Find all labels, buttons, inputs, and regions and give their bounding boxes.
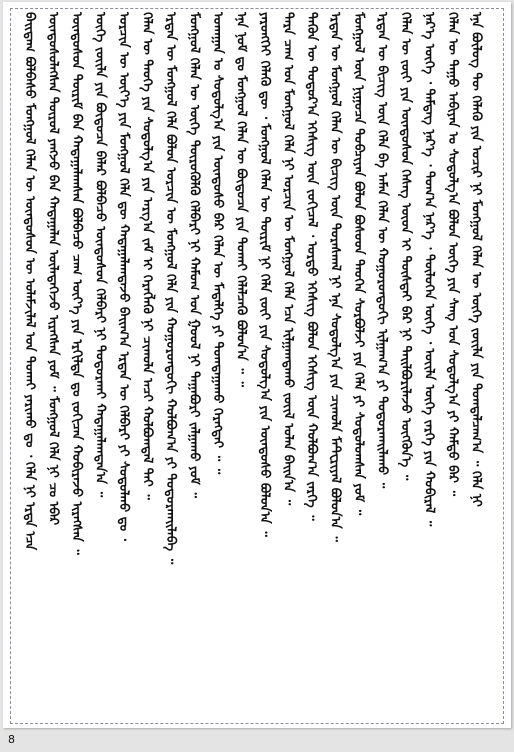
column-text: ᠦᠨᠳᠦᠰᠦᠨ ᠳᠦᠷᠢᠮ ᠪᠠᠨ ᠬᠠᠳᠠᠭᠠᠯᠠᠭᠰᠠᠨ ᠪᠣᠯᠪᠠᠴᠤ ᠴᠠᠭ ᠦᠶ᠎ᠡ ᠶᠢᠨ ᠡᠷᠭᠢᠯᠲᠡ ᠳᠤ ᠵᠣᠬᠢᠴᠠᠨ ᠬᠤᠪᠢᠷᠠᠵᠤ ᠢᠷᠡᠭᠰᠡᠨ ᠃ xyxy=(69,12,84,555)
text-column xyxy=(137,12,157,722)
text-column xyxy=(254,12,274,722)
column-text: ᠡᠷᠲᠡᠨ ᠦ ᠪᠢᠴᠢᠭ ᠦᠨ ᠬᠡᠯᠡ ᠪᠠ ᠠᠮᠠᠨ ᠬᠡᠯᠡᠨ ᠦ ᠬᠣᠭᠣᠷᠣᠨᠳᠣᠬᠢ ᠢᠯᠭᠠᠭ᠎ᠠ ᠶᠢ ᠲᠣᠳᠣᠷᠬᠠᠢᠯᠠᠬᠤ ᠃ xyxy=(374,12,390,489)
document-page xyxy=(3,2,511,728)
text-column xyxy=(348,12,368,722)
column-text: ᠡᠨᠡ ᠨᠣᠮ ᠳᠤ ᠮᠣᠩᠭᠣᠯ ᠬᠡᠯᠡᠨ ᠦ ᠪᠦᠲᠦᠴᠡ ᠶᠢᠨ ᠲᠤᠬᠠᠢ ᠬᠡᠯᠡᠯᠴᠡᠬᠦ ᠪᠣᠯᠣᠨ᠎ᠠ ᠃ ᠃ xyxy=(233,12,249,387)
page-number: 8 xyxy=(8,733,15,746)
text-column xyxy=(160,12,180,722)
column-text: ᠨᠡᠷ᠎ᠡ ᠦᠭᠡ ᠂ ᠲᠡᠮᠳᠡᠭ ᠨᠡᠷ᠎ᠡ ᠂ ᠲᠣᠭ᠎ᠠ ᠨᠡᠷ᠎ᠡ ᠂ ᠲᠥᠯᠦᠭᠡᠨ ᠦᠭᠡ ᠂ ᠦᠢᠯᠡ ᠦᠭᠡ ᠵᠡᠷᠭᠡ ᠶᠢᠨ ᠬᠤᠪᠢᠷᠠᠯ ᠃ xyxy=(421,12,437,527)
column-text: ᠮᠣᠩᠭᠣᠯ ᠦᠨ ᠨᠢᠭᠤᠴᠠ ᠲᠣᠪᠴᠢᠶᠠᠨ ᠪᠣᠯᠣᠨ ᠪᠤᠰᠤᠳ ᠲᠡᠦᠬᠡᠨ ᠰᠤᠷᠪᠤᠯᠵᠢ ᠶᠢᠨ ᠬᠡᠯᠡ ᠶᠢ ᠰᠤᠳᠤᠯᠤᠭᠰᠠᠨ ᠶᠤᠮ ᠃ xyxy=(351,12,366,516)
column-text: ᠬᠡᠯᠡᠨ ᠦ ᠵᠦᠢ ᠶᠢᠨ ᠦᠨᠳᠦᠰᠦᠨ ᠬᠡᠰᠡᠭ ᠦᠳ ᠢ ᠲᠦᠰᠲᠡᠢ ᠪᠠᠷ ᠨᠢ ᠲᠠᠢᠯᠪᠤᠷᠢᠯᠠᠵᠤ ᠥᠭᠭᠦᠨ᠎ᠡ ᠃ xyxy=(398,12,413,481)
column-text: ᠣᠷᠴᠢᠨ ᠦ ᠦᠶ᠎ᠡ ᠶᠢᠨ ᠮᠣᠩᠭᠣᠯ ᠬᠡᠯᠡ ᠳᠦ ᠬᠠᠳᠠᠭᠠᠯᠠᠭᠳᠠᠵᠤ ᠪᠠᠢ᠌ᠭ᠎ᠠ ᠡᠷᠲᠡᠨ ᠦ ᠬᠡᠯᠪᠡᠷᠢ ᠶᠢ ᠰᠤᠳᠤᠯᠬᠤ ᠳᠤ ᠂ xyxy=(116,12,131,541)
text-column xyxy=(231,12,251,722)
column-text: ᠲᠡᠭᠦᠨ ᠦ ᠳᠣᠲᠣᠷ᠎ᠠ ᠡᠭᠡᠰᠢᠭ ᠦᠨ ᠵᠣᠬᠢᠴᠠᠯ ᠂ ᠤᠷᠲᠤ ᠡᠭᠡᠰᠢᠭ ᠪᠣᠯᠣᠨ ᠡᠭᠡᠰᠢᠭ ᠦᠨ ᠬᠣᠯᠪᠣᠭ᠎ᠠ ᠵᠡᠷᠭᠡ ᠃ xyxy=(304,12,319,521)
text-column xyxy=(90,12,110,722)
column-text: ᠦᠭᠡ ᠵᠦᠢᠯᠡ ᠶᠢᠨ ᠪᠦᠲᠦᠴᠡ ᠪᠠᠯᠠᠷ ᠪᠣᠯᠪᠠᠴᠤ ᠦᠨᠳᠦᠰᠦᠨ ᠬᠡᠯᠪᠡᠷᠢ ᠨᠢ ᠲᠣᠳᠣᠷᠬᠠᠢ ᠬᠠᠳᠠᠭᠠᠯᠠᠭᠳᠠᠨ᠎ᠠ ᠃ xyxy=(92,12,108,498)
text-column xyxy=(66,12,86,722)
text-column xyxy=(325,12,345,722)
text-column xyxy=(207,12,227,722)
column-text: ᠤᠬᠠᠭᠠᠨ ᠤ ᠰᠤᠳᠤᠯᠭ᠎ᠠ ᠶᠢᠨ ᠦᠨᠳᠦᠰᠦ ᠪᠠᠷ ᠬᠡᠯᠡᠨ ᠦ ᠮᠡᠳᠡᠯᠭᠡ ᠶᠢ ᠲᠣᠭᠲᠠᠭᠠᠬᠤ ᠬᠡᠷᠡᠭᠲᠡᠢ ᠃ ᠃ xyxy=(210,12,225,475)
text-column xyxy=(43,12,63,722)
column-text: ᠡᠷᠲᠡᠨ ᠦ ᠮᠣᠩᠭᠣᠯ ᠬᠡᠯᠡ ᠪᠣᠯᠣᠨ ᠣᠷᠴᠢᠨ ᠦ ᠮᠣᠩᠭᠣᠯ ᠬᠡᠯᠡ ᠶᠢᠨ ᠬᠣᠭᠣᠷᠣᠨᠳᠣᠬᠢ ᠬᠣᠯᠪᠣᠭ᠎ᠠ ᠶᠢ ᠲᠣᠳᠣᠷᠬᠠᠢᠯᠠᠪᠠ ᠃ xyxy=(163,12,178,565)
column-text: ᠬᠡᠯᠡᠨ ᠦ ᠲᠡᠦᠬᠡ ᠶᠢᠨ ᠰᠤᠳᠤᠯᠭ᠎ᠠ ᠶᠢᠨ ᠠᠷᠭ᠎ᠠ ᠵᠠᠮ ᠢ ᠬᠡᠷᠡᠭᠯᠡᠬᠦ ᠨᠢ ᠴᠢᠬᠤᠯᠠ ᠠᠴᠢ ᠬᠣᠯᠪᠣᠭᠳᠠᠯ ᠲᠠᠢ ᠃ xyxy=(139,12,155,500)
text-column xyxy=(301,12,321,722)
text-column xyxy=(19,12,39,722)
column-text: ᠮᠣᠩᠭᠣᠯ ᠬᠡᠯᠡᠨ ᠦ ᠦᠭᠡ ᠲᠥᠷᠦᠭᠦᠯᠬᠦ ᠬᠡᠯᠪᠡᠷᠢ ᠨᠢ ᠬᠠᠮᠤᠭ ᠤᠨ ᠭᠣᠣᠯ ᠨᠢ ᠳᠠᠭᠠᠪᠤᠷᠢ ᠵᠠᠯᠭᠠᠬᠤ ᠶᠤᠮ ᠃ xyxy=(186,12,202,498)
text-column xyxy=(395,12,415,722)
text-column xyxy=(466,12,486,722)
text-column xyxy=(419,12,439,722)
text-column xyxy=(184,12,204,722)
column-text: ᠦᠨᠳᠦᠰᠦᠯᠡᠭᠰᠡᠨ ᠲᠦᠷᠦᠯ ᠶᠠᠩᠵᠤ ᠪᠠᠨ ᠬᠠᠳᠠᠭᠠᠯᠠᠨ ᠦᠯᠡᠳᠡᠭᠡᠵᠦ ᠢᠷᠡᠭᠰᠡᠨ ᠶᠤᠮ ᠃ ᠮᠣᠩᠭᠣᠯ ᠬᠡᠯᠡ ᠨᠢ ᠴᠤ ᠡᠪᠡᠷ xyxy=(45,12,61,526)
column-text: ᠶᠡᠷᠦᠩᠬᠡᠢ ᠬᠡᠯᠡᠬᠦ ᠳᠦ ᠂ ᠮᠣᠩᠭᠣᠯ ᠬᠡᠯᠡᠨ ᠦ ᠳᠦᠷᠢᠮ ᠨᠢ ᠬᠡᠯᠡ ᠵᠦᠢ ᠶᠢᠨ ᠰᠤᠳᠤᠯᠭ᠎ᠠ ᠶᠢᠨ ᠦᠨᠳᠦᠰᠦ ᠪᠣᠯᠤᠨ᠎ᠠ ᠃ xyxy=(257,12,272,537)
column-text: ᠪᠠᠢ᠌ᠳᠠᠭ ᠪᠣᠯᠪᠠᠰᠤ ᠮᠣᠩᠭᠣᠯ ᠬᠡᠯᠡᠨ ᠦ ᠦᠨᠳᠦᠰᠦᠨ ᠦ ᠤᠯᠠᠮᠵᠢᠯᠠᠯ ᠤᠨ ᠲᠤᠬᠠᠢ ᠶᠠᠷᠢᠬᠤ ᠳᠤ ᠂ ᠬᠡᠯᠡ ᠨᠢ ᠡᠷᠲᠡ ᠡᠴᠡ xyxy=(22,12,37,551)
text-column xyxy=(113,12,133,722)
column-text: ᠬᠡᠯᠡᠨ ᠦ ᠳᠠᠭᠤ ᠠᠪᠢᠶᠠᠨ ᠤ ᠰᠤᠳᠤᠯᠭ᠎ᠠ ᠪᠣᠯᠣᠨ ᠦᠭᠡ ᠶᠢᠨ ᠰᠠᠩ ᠤᠨ ᠰᠤᠳᠤᠯᠭ᠎ᠠ ᠶᠢ ᠬᠠᠮᠲᠤ ᠪᠠᠷ ᠃ xyxy=(445,12,460,496)
text-column xyxy=(372,12,392,722)
column-text: ᠡᠷᠲᠡᠨ ᠦ ᠮᠣᠩᠭᠣᠯ ᠬᠡᠯᠡᠨ ᠦ ᠪᠢᠴᠢᠭ ᠦᠨ ᠳᠤᠷᠠᠰᠬᠠᠯ ᠨᠢ ᠡᠨᠡ ᠰᠤᠳᠤᠯᠭ᠎ᠠ ᠶᠢᠨ ᠴᠢᠬᠤᠯᠠ ᠮᠠᠲ᠋ᠧᠷᠢᠶᠠᠯ ᠪᠣᠯᠤᠨ᠎ᠠ ᠃ xyxy=(327,12,343,542)
column-text: ᠡᠨᠡ ᠪᠦᠯᠦᠭ ᠲᠦ ᠬᠡᠯᠡᠬᠦ ᠶᠢᠨ ᠤᠴᠢᠷ ᠨᠢ ᠮᠣᠩᠭᠣᠯ ᠬᠡᠯᠡᠨ ᠦ ᠦᠭᠡ ᠵᠦᠢᠯᠡ ᠶᠢᠨ ᠲᠣᠭᠲᠠᠯᠴᠠᠭ᠎ᠠ ᠃ ᠬᠡᠯᠡ ᠨᠢ xyxy=(468,12,484,507)
text-column xyxy=(442,12,462,722)
text-column xyxy=(278,12,298,722)
column-text: ᠲᠡᠷᠡ ᠴᠠᠭ ᠤᠨ ᠮᠣᠩᠭᠣᠯ ᠬᠡᠯᠡ ᠨᠢ ᠣᠷᠴᠢᠨ ᠦ ᠮᠣᠩᠭᠣᠯ ᠬᠡᠯᠡ ᠡᠴᠡ ᠢᠯᠭᠠᠭᠳᠠᠬᠤ ᠵᠦᠢᠯ ᠣᠯᠠᠨ ᠪᠠᠢ᠌ᠨ᠎ᠠ ᠃ xyxy=(280,12,296,506)
